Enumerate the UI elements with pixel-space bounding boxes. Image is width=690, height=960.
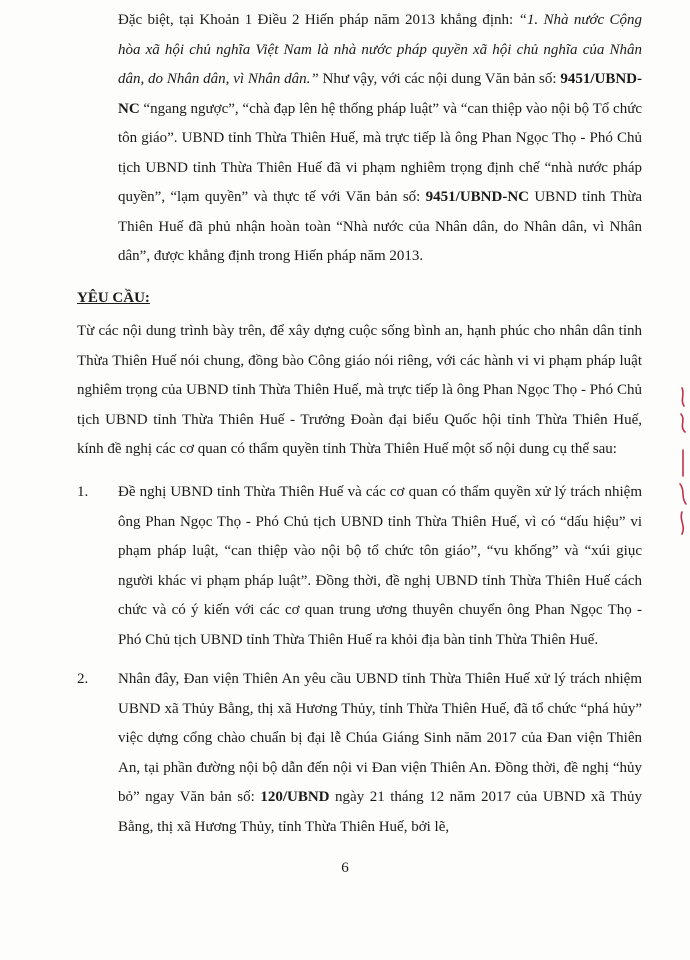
- margin-stamp-icon: [676, 380, 690, 540]
- intro-text-2: Như vậy, với các nội dung Văn bản số:: [318, 71, 561, 87]
- document-number-2: 9451/UBND-NC: [425, 189, 530, 205]
- list-item-1: Đề nghị UBND tỉnh Thừa Thiên Huế và các cơ quan có thẩm quyền xử lý trách nhiệm ông Phan Ngọc Thọ - Phó Chủ tịch UBND tỉnh Thừa Thiên Huế, vì có “dấu hiệu” vi phạm pháp luật, “can thiệp vào nội bộ tổ chức tôn giáo”, “vu khống” và “xúi giục người khác vi phạm pháp luật”. Đồng thời, đề nghị UBND tỉnh Thừa Thiên Huế cách chức và có ý kiến với các cơ quan trung ương thuyên chuyển ông Phan Ngọc Thọ - Phó Chủ tịch UBND tỉnh Thừa Thiên Huế ra khỏi địa bàn tỉnh Thừa Thiên Huế.: [118, 484, 642, 648]
- document-number-1: 9451/UBND-NC: [118, 71, 642, 117]
- document-number-3: 120/UBND: [260, 789, 330, 805]
- list-number-1: 1.: [77, 484, 89, 500]
- constitution-quote: “1. Nhà nước Cộng hòa xã hội chủ nghĩa Việt Nam là nhà nước pháp quyền xã hội chủ nghĩa của Nhân dân, do Nhân dân, vì Nhân dân.”: [118, 12, 643, 87]
- intro-text-3: “ngang ngược”, “chà đạp lên hệ thống pháp luật” và “can thiệp vào nội bộ Tổ chức tôn giáo”. UBND tỉnh Thừa Thiên Huế, mà trực tiếp là ông Phan Ngọc Thọ - Phó Chủ tịch UBND tỉnh Thừa Thiên Huế đã vi phạm nghiêm trọng định chế “nhà nước pháp quyền”, “lạm quyền” và thực tế với Văn bản số:: [118, 100, 642, 205]
- intro-paragraph: [118, 6, 642, 272]
- request-paragraph: Từ các nội dung trình bày trên, để xây dựng cuộc sống bình an, hạnh phúc cho nhân dân tỉnh Thừa Thiên Huế nói chung, đồng bào Công giáo nói riêng, với các hành vi vi phạm pháp luật nghiêm trọng của UBND tỉnh Thừa Thiên Huế, mà trực tiếp là ông Phan Ngọc Thọ - Phó Chủ tịch UBND tỉnh Thừa Thiên Huế - Trưởng Đoàn đại biểu Quốc hội tỉnh Thừa Thiên Huế, kính đề nghị các cơ quan có thẩm quyền tỉnh Thừa Thiên Huế một số nội dung cụ thể sau:: [77, 323, 642, 457]
- list-item-2: [118, 665, 642, 842]
- intro-text-4: UBND tỉnh Thừa Thiên Huế đã phủ nhận hoàn toàn “Nhà nước của Nhân dân, do Nhân dân, vì Nhân dân”, được khẳng định trong Hiến pháp năm 2013.: [118, 189, 642, 264]
- intro-text-1: Đặc biệt, tại Khoản 1 Điều 2 Hiến pháp năm 2013 khẳng định:: [118, 12, 519, 28]
- page-number: 6: [341, 860, 349, 876]
- list-item-2-text-1: Nhân đây, Đan viện Thiên An yêu cầu UBND tỉnh Thừa Thiên Huế xử lý trách nhiệm UBND xã Thủy Bằng, thị xã Hương Thủy, tỉnh Thừa Thiên Huế, đã tổ chức “phá hủy” việc dựng cổng chào chuẩn bị đại lễ Chúa Giáng Sinh năm 2017 của Đan viện Thiên An, tại phần đường nội bộ dẫn đến nội vi Đan viện Thiên An. Đồng thời, đề nghị “hủy bỏ” ngay Văn bản số:: [118, 671, 642, 805]
- section-heading: YÊU CẦU:: [77, 290, 150, 306]
- list-number-2: 2.: [77, 671, 89, 687]
- list-item-2-text-2: ngày 21 tháng 12 năm 2017 của UBND xã Thủy Bằng, thị xã Hương Thủy, tỉnh Thừa Thiên Huế, bởi lẽ,: [118, 789, 642, 835]
